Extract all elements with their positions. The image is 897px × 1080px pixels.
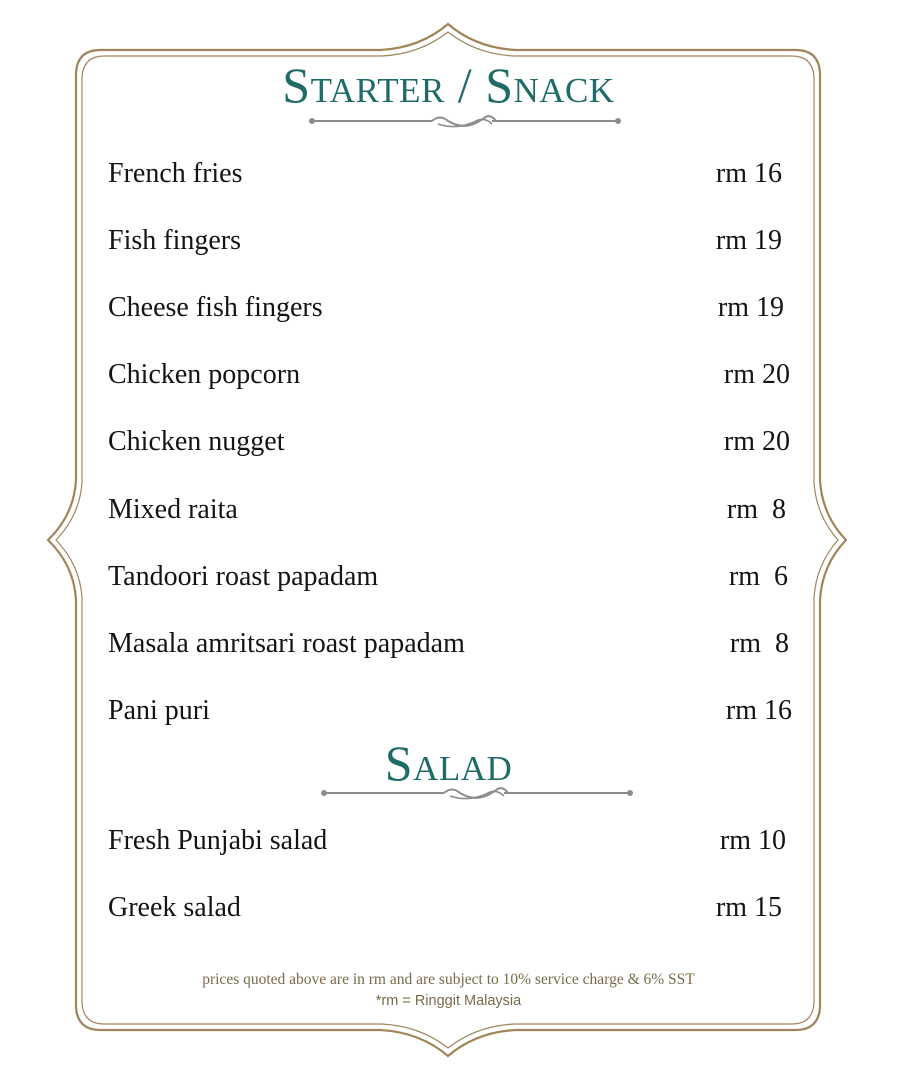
menu-item-price: rm 16 — [715, 158, 782, 189]
menu-item-price: rm 20 — [723, 359, 790, 390]
title-divider-ornament — [318, 782, 638, 808]
menu-item-price: rm 8 — [729, 628, 789, 659]
menu-item-price: rm 8 — [726, 494, 786, 525]
section-title-starter: Starter / Snack — [282, 57, 615, 113]
menu-item-price: rm 19 — [715, 225, 782, 256]
menu-item-name: Cheese fish fingers — [108, 292, 323, 323]
price-disclaimer: prices quoted above are in rm and are subject to 10% service charge & 6% SST — [202, 971, 695, 988]
menu-item-price: rm 20 — [723, 426, 790, 457]
menu-item-name: Chicken nugget — [108, 426, 285, 457]
currency-note: *rm = Ringgit Malaysia — [375, 993, 522, 1009]
menu-item-price: rm 16 — [725, 695, 792, 726]
menu-item-name: Chicken popcorn — [108, 359, 301, 390]
menu-item-name: Masala amritsari roast papadam — [108, 628, 465, 659]
menu-item-name: Pani puri — [108, 695, 210, 726]
menu-item-name: Mixed raita — [108, 494, 238, 525]
menu-item-price: rm 10 — [719, 825, 786, 856]
menu-item-price: rm 15 — [715, 892, 782, 923]
menu-item-price: rm 19 — [717, 292, 784, 323]
menu-item-name: Fish fingers — [108, 225, 241, 256]
title-divider-ornament — [306, 110, 626, 136]
menu-item-name: Tandoori roast papadam — [108, 561, 379, 592]
menu-item-name: French fries — [108, 158, 243, 189]
section-title-salad: Salad — [384, 735, 513, 791]
menu-item-name: Fresh Punjabi salad — [108, 825, 328, 856]
menu-item-name: Greek salad — [108, 892, 241, 923]
menu-item-price: rm 6 — [728, 561, 788, 592]
